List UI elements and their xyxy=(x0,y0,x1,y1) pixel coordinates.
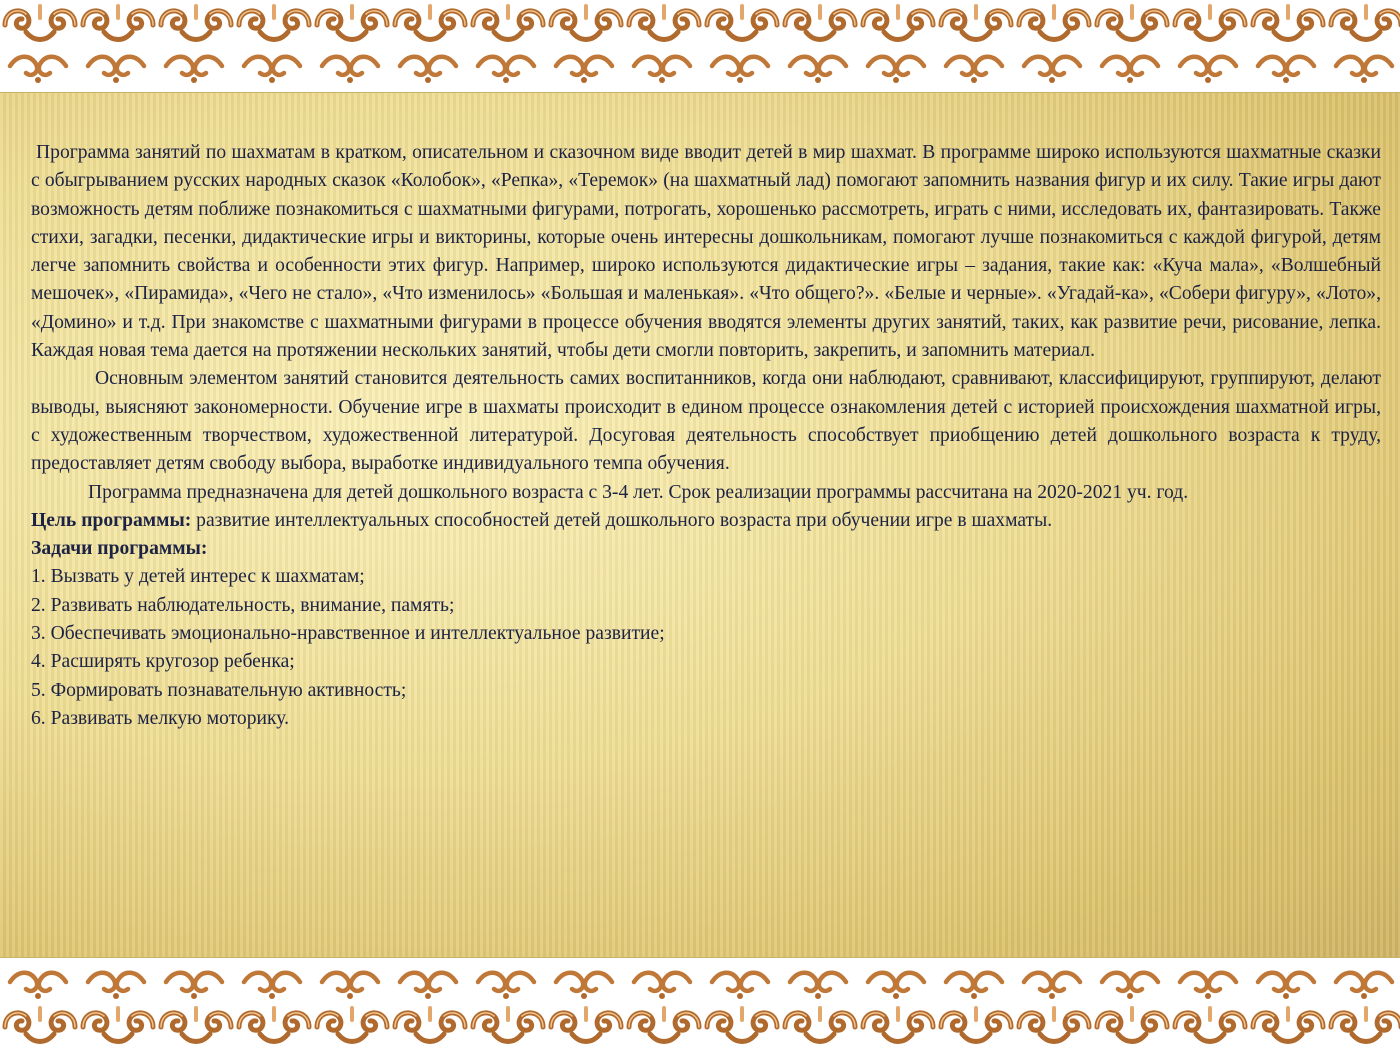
content-panel xyxy=(0,92,1400,958)
task-item-2: 2. Развивать наблюдательность, внимание, память; xyxy=(31,594,455,616)
paragraph-activity: Основным элементом занятий становится деятельность самих воспитанников, когда они наблюдают, сравнивают, классифицируют, группируют, делают выводы, выясняют закономерности. Обучение игре в шахматы происходит в едином процессе ознакомления детей с историей происхождения шахматной игры, с художественным творчеством, художественной литературой. Досуговая деятельность способствует приобщению детей дошкольного возраста к труду, предоставляет детям свободу выбора, выработке индивидуального темпа обучения. xyxy=(31,368,1381,475)
paragraph-age: Программа предназначена для детей дошкольного возраста с 3-4 лет. Срок реализации программы рассчитана на 2020-2021 уч. год. xyxy=(88,481,1189,503)
task-item-5: 5. Формировать познавательную активность; xyxy=(31,679,407,701)
top-ornament-border xyxy=(0,0,1400,92)
goal-text: развитие интеллектуальных способностей детей дошкольного возраста при обучении игре в шахматы. xyxy=(191,509,1053,531)
task-item-1: 1. Вызвать у детей интерес к шахматам; xyxy=(31,566,365,588)
paragraph-intro: Программа занятий по шахматам в кратком, описательном и сказочном виде вводит детей в мир шахмат. В программе широко используются шахматные сказки с обыгрыванием русских народных сказок «Колобок», «Репка», «Теремок» (на шахматный лад) помогают запомнить названия фигур и их силу. Такие игры дают возможность детям поближе познакомиться с шахматными фигурами, потрогать, хорошенько рассмотреть, играть с ними, исследовать их, фантазировать. Также стихи, загадки, песенки, дидактические игры и викторины, которые очень интересны дошкольникам, помогают лучше познакомиться с каждой фигурой, детям легче запомнить свойства и особенности этих фигур. Например, широко используются дидактические игры – задания, такие как: «Куча мала», «Волшебный мешочек», «Пирамида», «Чего не стало», «Что изменилось» «Большая и маленькая». «Что общего?». «Белые и черные». «Угадай-ка», «Собери фигуру», «Лото», «Домино» и т.д. При знакомстве с шахматными фигурами в процессе обучения вводятся элементы других занятий, таких, как развитие речи, рисование, лепка. Каждая новая тема дается на протяжении нескольких занятий, чтобы дети смогли повторить, закрепить, и запомнить материал. xyxy=(31,142,1381,362)
goal-label: Цель программы: xyxy=(31,509,192,531)
tasks-heading: Задачи программы: xyxy=(31,538,208,560)
task-item-4: 4. Расширять кругозор ребенка; xyxy=(31,651,295,673)
task-item-6: 6. Развивать мелкую моторику. xyxy=(31,707,289,729)
goal-line xyxy=(31,507,1381,535)
ornament-border-icon xyxy=(0,0,1400,92)
ornament-border-icon xyxy=(0,958,1400,1050)
bottom-ornament-border xyxy=(0,958,1400,1050)
task-item-3: 3. Обеспечивать эмоционально-нравственное и интеллектуальное развитие; xyxy=(31,623,665,645)
document-text xyxy=(31,139,1381,733)
